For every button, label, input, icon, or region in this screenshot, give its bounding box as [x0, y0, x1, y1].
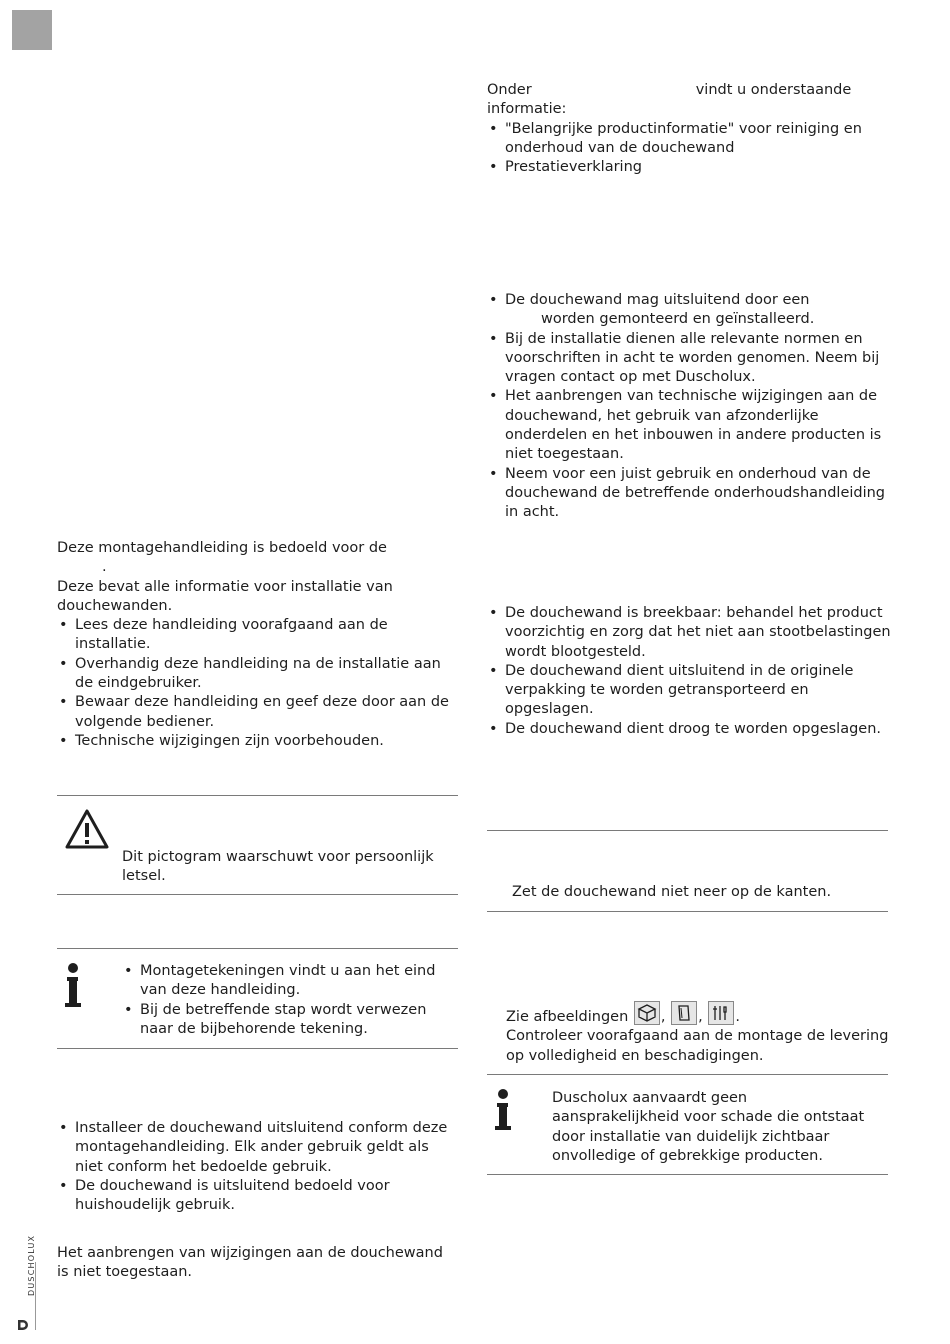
divider [57, 894, 458, 895]
see-images-label: Zie afbeeldingen [506, 1009, 629, 1025]
safety-bullet-list [487, 291, 897, 523]
image-separator: . [735, 1009, 740, 1025]
liability-text: Duscholux aanvaardt geen aansprakelijkheid voor schade die ontstaat door installatie van duidelijk zichtbaar onvolledige of gebrekkige producten. [552, 1090, 865, 1164]
list-item: • "Belangrijke productinformatie" voor reiniging en onderhoud van de douchewand [487, 120, 887, 159]
modification-text: Het aanbrengen van wijzigingen aan de douchewand is niet toegestaan. [57, 1245, 443, 1281]
pane-icon [671, 1001, 697, 1025]
divider [487, 1074, 888, 1075]
info-icon [62, 962, 84, 1016]
check-text: Controleer voorafgaand aan de montage de levering op volledigheid en beschadigingen. [506, 1028, 889, 1064]
list-item: • Montagetekeningen vindt u aan het eind van deze handleiding. [122, 962, 452, 1001]
onder-word: Onder [487, 82, 532, 98]
duscholux-logo-icon [17, 1318, 29, 1337]
intro-bullet-list [57, 616, 457, 751]
divider [57, 795, 458, 796]
image-separator: , [698, 1009, 703, 1025]
intro-line-3: Deze bevat alle informatie voor installatie van douchewanden. [57, 578, 393, 614]
warning-text: Dit pictogram waarschuwt voor persoonlijk letsel. [122, 849, 434, 885]
list-item: • Het aanbrengen van technische wijzigingen aan de douchewand, het gebruik van afzonderlijke onderdelen en het inbouwen in andere producten is niet toegestaan. [487, 387, 897, 464]
divider [487, 1174, 888, 1175]
delivery-section [506, 1001, 891, 1066]
list-item: • Prestatieverklaring [487, 158, 887, 177]
list-item: • De douchewand is uitsluitend bedoeld voor huishoudelijk gebruik. [57, 1177, 457, 1216]
list-item: • Bij de betreffende stap wordt verwezen naar de bijbehorende tekening. [122, 1001, 452, 1040]
list-item: • Overhandig deze handleiding na de installatie aan de eindgebruiker. [57, 655, 457, 694]
safety-bullet-1-line-1: De douchewand mag uitsluitend door een [505, 292, 810, 308]
divider [487, 911, 888, 912]
list-item: • Technische wijzigingen zijn voorbehouden. [57, 732, 457, 751]
info-icon [492, 1088, 514, 1140]
list-item: • Bewaar deze handleiding en geef deze door aan de volgende bediener. [57, 693, 457, 732]
informatie-label: informatie: [487, 101, 567, 118]
divider [57, 948, 458, 949]
list-item [487, 291, 897, 330]
list-item: • De douchewand is breekbaar: behandel het product voorzichtig en zorg dat het niet aan stootbelastingen wordt blootgesteld. [487, 604, 897, 662]
divider [57, 1048, 458, 1049]
tools-icon [708, 1001, 734, 1025]
safety-bullet-1-line-2: worden gemonteerd en geïnstalleerd. [541, 311, 815, 328]
page-corner-marker [12, 10, 52, 50]
intro-line-2: . [102, 559, 107, 576]
transport-bullet-list [487, 604, 897, 739]
list-item: • Neem voor een juist gebruik en onderhoud van de douchewand de betreffende onderhoudshandleiding in acht. [487, 465, 897, 523]
documents-bullet-list [487, 120, 887, 178]
image-separator: , [660, 1009, 666, 1025]
documents-section [487, 81, 887, 177]
info-bullet-list [122, 962, 452, 1039]
intro-section [57, 539, 457, 751]
use-bullet-list [57, 1119, 457, 1215]
list-item: • Installeer de douchewand uitsluitend conform deze montagehandleiding. Elk ander gebruik geldt als niet conform het bedoelde gebruik. [57, 1119, 457, 1177]
box-icon [634, 1001, 660, 1025]
warning-triangle-icon [64, 808, 110, 856]
intro-line-1: Deze montagehandleiding is bedoeld voor de [57, 540, 387, 556]
divider [487, 830, 888, 831]
see-images-line [506, 1001, 891, 1027]
list-item: • De douchewand dient uitsluitend in de originele verpakking te worden getransporteerd en opgeslagen. [487, 662, 897, 720]
brand-name: DUSCHOLUX [27, 1234, 36, 1296]
onder-line [487, 81, 887, 100]
caution-text: Zet de douchewand niet neer op de kanten. [512, 884, 832, 900]
list-item: • De douchewand dient droog te worden opgeslagen. [487, 720, 897, 739]
list-item: • Lees deze handleiding voorafgaand aan de installatie. [57, 616, 457, 655]
list-item: • Bij de installatie dienen alle relevante normen en voorschriften in acht te worden genomen. Neem bij vragen contact op met Duscholux. [487, 330, 897, 388]
onder-rest: vindt u onderstaande [695, 82, 852, 98]
